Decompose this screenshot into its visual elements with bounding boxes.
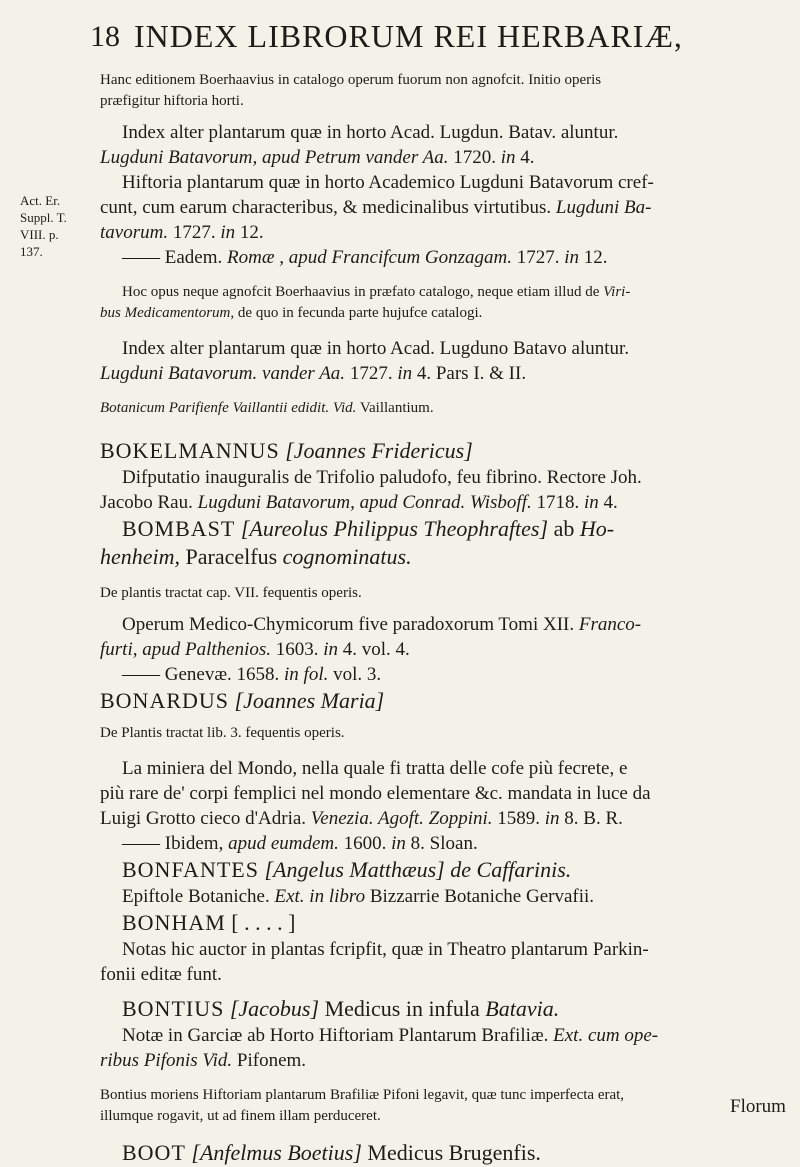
text-line: Index alter plantarum quæ in horto Acad. Lugduno Batavo aluntur. bbox=[122, 338, 630, 359]
text-line bbox=[100, 884, 790, 909]
year: 1727. bbox=[512, 247, 565, 268]
imprint: Lugduni Batavorum. vander Aa. bbox=[100, 363, 346, 384]
author-given-name: [Joannes Fridericus] bbox=[285, 438, 473, 463]
author-entry bbox=[100, 856, 790, 909]
text-line: fonii editæ funt. bbox=[100, 964, 222, 985]
author-heading bbox=[100, 515, 790, 543]
author-surname: BOOT bbox=[122, 1140, 186, 1165]
text-italic: Ext. in libro bbox=[274, 886, 366, 907]
page-number: 18 bbox=[90, 20, 120, 53]
year: 1600. bbox=[338, 833, 392, 854]
format-size: 8. Sloan. bbox=[405, 833, 478, 854]
author-entry bbox=[100, 437, 790, 515]
author-entry bbox=[100, 515, 790, 687]
year: 1720. bbox=[448, 147, 501, 168]
margin-note-line: VIII. p. bbox=[20, 227, 59, 242]
catchword: Florum bbox=[730, 1096, 786, 1117]
author-given-name: [ . . . . ] bbox=[231, 910, 296, 935]
text-line bbox=[100, 245, 790, 270]
author-surname: BOKELMANNUS bbox=[100, 438, 280, 463]
text-line bbox=[100, 282, 790, 303]
text-line bbox=[100, 637, 790, 662]
author-place: Ho- bbox=[579, 516, 615, 541]
author-place: henheim, bbox=[100, 544, 181, 569]
note bbox=[100, 398, 790, 419]
author-entry bbox=[100, 1139, 790, 1167]
author-surname: BONTIUS bbox=[122, 996, 225, 1021]
text-line: La miniera del Mondo, nella quale fi tratta delle cofe più fecrete, e bbox=[122, 758, 628, 779]
imprint: furti, apud Palthenios. bbox=[100, 639, 271, 660]
text-segment: Notæ in Garciæ ab Horto Hiftoriam Plantarum Brafiliæ. bbox=[122, 1025, 554, 1046]
imprint: Romæ , apud Francifcum Gonzagam. bbox=[227, 247, 512, 268]
text-segment: Vaillantium. bbox=[356, 400, 434, 416]
text-line bbox=[100, 612, 790, 637]
format-size: 4. bbox=[598, 492, 618, 513]
year: 1603. bbox=[271, 639, 324, 660]
page-header bbox=[90, 18, 780, 68]
author-heading bbox=[100, 437, 790, 465]
format-in: in bbox=[391, 833, 406, 854]
text-line bbox=[100, 543, 790, 571]
imprint: apud eumdem. bbox=[228, 833, 339, 854]
author-given-name: [Jacobus] bbox=[229, 996, 320, 1021]
text-segment: Hoc opus neque agnofcit Boerhaavius in præfato catalogo, neque etiam illud de bbox=[122, 284, 604, 300]
text-segment: —— Genevæ. 1658. bbox=[122, 664, 285, 685]
imprint: Lugduni Batavorum, apud Conrad. Wisboff. bbox=[197, 492, 532, 513]
text-segment: Epiftole Botaniche. bbox=[122, 886, 275, 907]
text-segment: vol. 3. bbox=[328, 664, 382, 685]
text-segment: , de quo in fecunda parte hujufce catalogi. bbox=[230, 305, 483, 321]
author-heading bbox=[100, 995, 790, 1023]
format-in: in fol. bbox=[284, 664, 329, 685]
note: Bontius moriens Hiftoriam plantarum Brafiliæ Pifoni legavit, quæ tunc imperfecta erat, bbox=[100, 1087, 625, 1103]
text-segment: —— Ibidem, bbox=[122, 833, 229, 854]
author-heading bbox=[100, 687, 790, 715]
text-segment: Pifonem. bbox=[232, 1050, 307, 1071]
text-italic: bus Medicamentorum bbox=[100, 305, 231, 321]
text-segment: cunt, cum earum characteribus, & medicinalibus virtutibus. bbox=[100, 197, 556, 218]
text-line: præfigitur hiftoria horti. bbox=[100, 93, 244, 109]
format-in: in bbox=[397, 363, 413, 384]
text-line bbox=[100, 303, 790, 324]
text-line bbox=[100, 398, 790, 419]
format-size: 4. Pars I. & II. bbox=[412, 363, 527, 384]
text-line: Hanc editionem Boerhaavius in catalogo operum fuorum non agnofcit. Initio operis bbox=[100, 72, 602, 88]
text-line bbox=[100, 195, 790, 220]
text-italic: Ext. cum ope- bbox=[553, 1025, 659, 1046]
author-heading bbox=[100, 909, 790, 937]
note bbox=[100, 282, 790, 324]
year: 1589. bbox=[492, 808, 545, 829]
note: illumque rogavit, ut ad finem illam perduceret. bbox=[100, 1108, 381, 1124]
author-surname: BONHAM bbox=[122, 910, 226, 935]
imprint: Venezia. Agoft. Zoppini. bbox=[310, 808, 493, 829]
text-line: Notas hic auctor in plantas fcripfit, quæ in Theatro plantarum Parkin- bbox=[122, 939, 649, 960]
text-segment: —— Eadem. bbox=[122, 247, 228, 268]
author-entry bbox=[100, 687, 790, 856]
text-segment: Bizzarrie Botaniche Gervafii. bbox=[365, 886, 595, 907]
text-line: Index alter plantarum quæ in horto Acad. Lugdun. Batav. aluntur. bbox=[122, 122, 619, 143]
author-surname: BOMBAST bbox=[122, 516, 236, 541]
author-heading bbox=[100, 856, 790, 884]
imprint: Franco- bbox=[578, 614, 642, 635]
format-size: 4. vol. 4. bbox=[338, 639, 410, 660]
format-in: in bbox=[544, 808, 560, 829]
text-line bbox=[100, 220, 790, 245]
text-italic: Viri- bbox=[603, 284, 631, 300]
text-line bbox=[100, 1023, 790, 1048]
author-heading bbox=[100, 1139, 790, 1167]
text-line bbox=[100, 145, 790, 170]
format-size: 4. bbox=[515, 147, 535, 168]
author-entry bbox=[100, 909, 790, 987]
author-place: Caffarinis. bbox=[476, 857, 572, 882]
author-given-name: [Aureolus Philippus Theophraftes] bbox=[240, 516, 549, 541]
format-size: 8. B. R. bbox=[559, 808, 623, 829]
author-given-name: [Anfelmus Boetius] bbox=[191, 1140, 362, 1165]
author-surname: BONFANTES bbox=[122, 857, 259, 882]
text-line bbox=[100, 490, 790, 515]
format-size: 12. bbox=[235, 222, 264, 243]
text-line: Hiftoria plantarum quæ in horto Academico Lugduni Batavorum cref- bbox=[122, 172, 654, 193]
margin-note bbox=[20, 192, 80, 260]
text-line bbox=[100, 361, 790, 386]
text-italic: de bbox=[444, 857, 477, 882]
text-line bbox=[100, 662, 790, 687]
format-in: in bbox=[220, 222, 236, 243]
format-size: 12. bbox=[579, 247, 608, 268]
text-segment: ab bbox=[548, 516, 580, 541]
imprint: tavorum. bbox=[100, 222, 169, 243]
text-italic: cognominatus. bbox=[282, 544, 412, 569]
text-segment: Operum Medico-Chymicorum five paradoxorum Tomi XII. bbox=[122, 614, 579, 635]
text-line bbox=[100, 1048, 790, 1073]
index-entry bbox=[100, 336, 790, 386]
imprint: Lugduni Ba- bbox=[555, 197, 652, 218]
running-title: INDEX LIBRORUM REI HERBARIÆ, bbox=[134, 18, 683, 54]
author-entry bbox=[100, 995, 790, 1127]
format-in: in bbox=[323, 639, 339, 660]
text-line: più rare de' corpi femplici nel mondo elementare &c. mandata in luce da bbox=[100, 783, 651, 804]
format-in: in bbox=[583, 492, 599, 513]
format-in: in bbox=[500, 147, 516, 168]
text-segment: Paracelfus bbox=[180, 544, 283, 569]
author-surname: BONARDUS bbox=[100, 688, 230, 713]
note: De plantis tractat cap. VII. fequentis operis. bbox=[100, 585, 362, 601]
text-italic: Botanicum Parifienfe Vaillantii edidit. Vid. bbox=[100, 400, 357, 416]
author-given-name: [Joannes Maria] bbox=[234, 688, 385, 713]
intro-note bbox=[100, 70, 790, 112]
text-line bbox=[100, 831, 790, 856]
text-italic: ribus Pifonis Vid. bbox=[100, 1050, 233, 1071]
year: 1727. bbox=[345, 363, 398, 384]
year: 1718. bbox=[531, 492, 584, 513]
format-in: in bbox=[564, 247, 580, 268]
text-segment: Jacobo Rau. bbox=[100, 492, 198, 513]
year: 1727. bbox=[168, 222, 221, 243]
text-segment: Luigi Grotto cieco d'Adria. bbox=[100, 808, 311, 829]
margin-note-line: Act. Er. bbox=[20, 193, 61, 208]
index-entry bbox=[100, 120, 790, 270]
text-segment: Medicus Brugenfis. bbox=[361, 1140, 541, 1165]
margin-note-line: 137. bbox=[20, 244, 43, 259]
author-given-name: [Angelus Matthæus] bbox=[264, 857, 445, 882]
margin-note-line: Suppl. T. bbox=[20, 210, 67, 225]
imprint: Lugduni Batavorum, apud Petrum vander Aa. bbox=[100, 147, 449, 168]
page-content bbox=[100, 70, 790, 1167]
text-segment: Medicus in infula bbox=[319, 996, 486, 1021]
author-place: Batavia. bbox=[485, 996, 560, 1021]
text-line bbox=[100, 806, 790, 831]
text-line: Difputatio inauguralis de Trifolio paludofo, feu fibrino. Rectore Joh. bbox=[122, 467, 642, 488]
note: De Plantis tractat lib. 3. fequentis operis. bbox=[100, 725, 345, 741]
